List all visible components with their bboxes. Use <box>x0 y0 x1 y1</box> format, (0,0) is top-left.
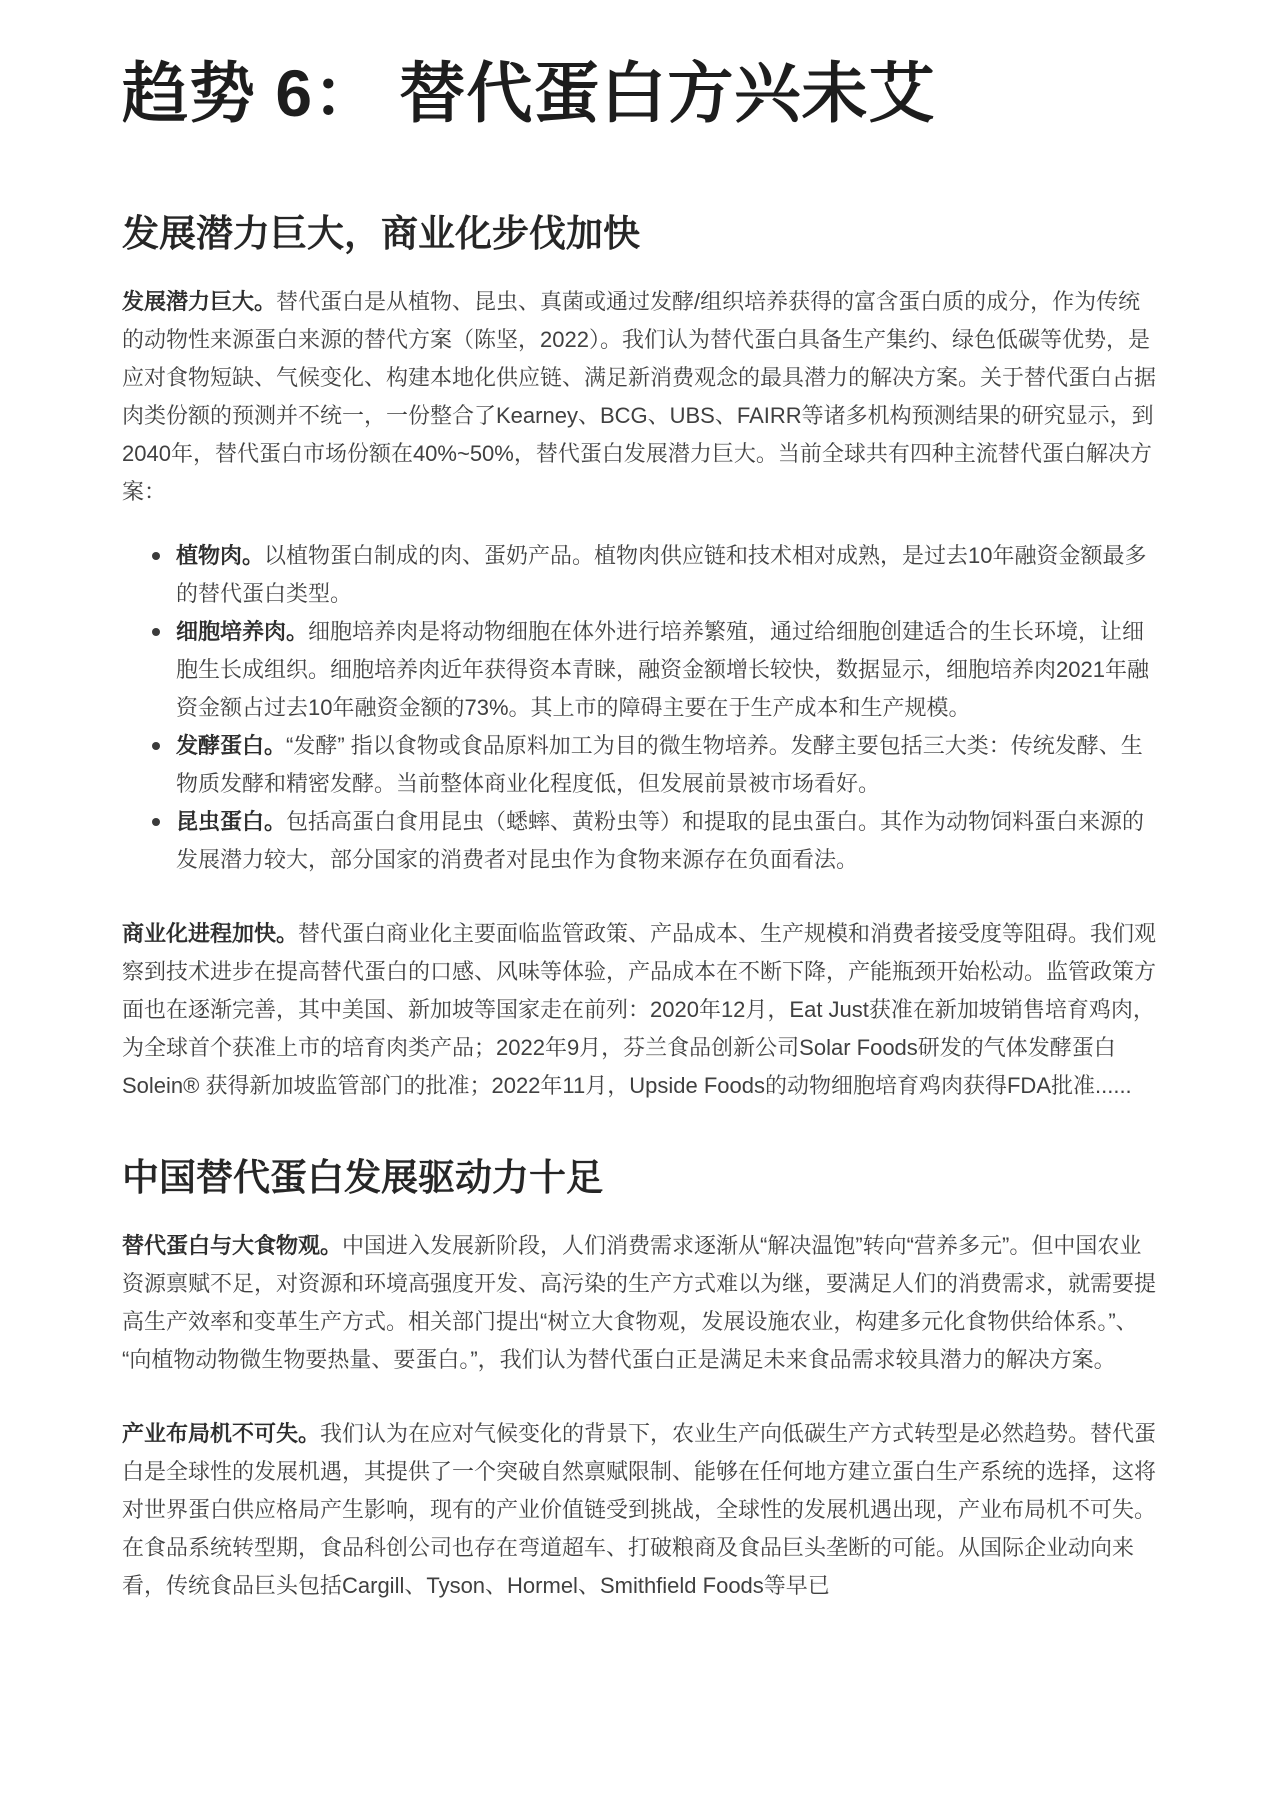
paragraph-lead: 发展潜力巨大。 <box>122 289 277 315</box>
paragraph-text: 我们认为在应对气候变化的背景下，农业生产向低碳生产方式转型是必然趋势。替代蛋白是全球性的发展机遇，其提供了一个突破自然禀赋限制、能够在任何地方建立蛋白生产系统的选择，这将对世界蛋白供应格局产生影响，现有的产业价值链受到挑战，全球性的发展机遇出现，产业布局机不可失。在食品系统转型期，食品科创公司也存在弯道超车、打破粮商及食品巨头垄断的可能。从国际企业动向来看，传统食品巨头包括Cargill、Tyson、Hormel、Smithfield Foods等早已 <box>122 1421 1157 1599</box>
list-item-insect-protein <box>122 803 1158 879</box>
paragraph-commercialization <box>122 915 1158 1105</box>
paragraph-lead: 商业化进程加快。 <box>122 921 299 947</box>
section-1-heading: 发展潜力巨大，商业化步伐加快 <box>122 213 640 255</box>
paragraph-lead: 替代蛋白与大食物观。 <box>122 1233 343 1259</box>
list-item-lead: 发酵蛋白。 <box>176 733 287 759</box>
paragraph-text: 替代蛋白是从植物、昆虫、真菌或通过发酵/组织培养获得的富含蛋白质的成分，作为传统的动物性来源蛋白来源的替代方案（陈坚，2022）。我们认为替代蛋白具备生产集约、绿色低碳等优势，是应对食物短缺、气候变化、构建本地化供应链、满足新消费观念的最具潜力的解决方案。关于替代蛋白占据肉类份额的预测并不统一，一份整合了Kearney、BCG、UBS、FAIRR等诸多机构预测结果的研究显示，到2040年，替代蛋白市场份额在40%~50%，替代蛋白发展潜力巨大。当前全球共有四种主流替代蛋白解决方案： <box>122 289 1157 505</box>
paragraph-text: 中国进入发展新阶段，人们消费需求逐渐从“解决温饱”转向“营养多元”。但中国农业资源禀赋不足，对资源和环境高强度开发、高污染的生产方式难以为继，要满足人们的消费需求，就需要提高生产效率和变革生产方式。相关部门提出“树立大食物观，发展设施农业，构建多元化食物供给体系。”、“向植物动物微生物要热量、要蛋白。”，我们认为替代蛋白正是满足未来食品需求较具潜力的解决方案。 <box>122 1233 1157 1373</box>
list-item-text: 包括高蛋白食用昆虫（蟋蟀、黄粉虫等）和提取的昆虫蛋白。其作为动物饲料蛋白来源的发展潜力较大，部分国家的消费者对昆虫作为食物来源存在负面看法。 <box>176 809 1145 873</box>
list-item-text: 以植物蛋白制成的肉、蛋奶产品。植物肉供应链和技术相对成熟，是过去10年融资金额最多的替代蛋白类型。 <box>176 543 1147 607</box>
list-item-lead: 昆虫蛋白。 <box>176 809 287 835</box>
section-development-potential <box>122 209 1158 1105</box>
list-item-fermented-protein <box>122 727 1158 803</box>
paragraph-food-outlook <box>122 1227 1158 1379</box>
section-2-heading: 中国替代蛋白发展驱动力十足 <box>122 1157 603 1199</box>
list-item-text: 细胞培养肉是将动物细胞在体外进行培养繁殖，通过给细胞创建适合的生长环境，让细胞生长成组织。细胞培养肉近年获得资本青睐，融资金额增长较快，数据显示，细胞培养肉2021年融资金额占过去10年融资金额的73%。其上市的障碍主要在于生产成本和生产规模。 <box>176 619 1149 721</box>
protein-solutions-list <box>122 537 1158 879</box>
page-title: 趋势 6： 替代蛋白方兴未艾 <box>122 56 936 130</box>
list-item-lead: 细胞培养肉。 <box>176 619 309 645</box>
paragraph-industry-layout <box>122 1415 1158 1605</box>
list-item-plant-meat <box>122 537 1158 613</box>
section-china-drivers <box>122 1153 1158 1605</box>
paragraph-text: 替代蛋白商业化主要面临监管政策、产品成本、生产规模和消费者接受度等阻碍。我们观察到技术进步在提高替代蛋白的口感、风味等体验，产品成本在不断下降，产能瓶颈开始松动。监管政策方面也在逐渐完善，其中美国、新加坡等国家走在前列：2020年12月，Eat Just获准在新加坡销售培育鸡肉，为全球首个获准上市的培育肉类产品；2022年9月，芬兰食品创新公司Solar Foods研发的气体发酵蛋白Solein® 获得新加坡监管部门的批准；2022年11月，Upside Foods的动物细胞培育鸡肉获得FDA批准...... <box>122 921 1157 1099</box>
paragraph-lead: 产业布局机不可失。 <box>122 1421 321 1447</box>
list-item-lead: 植物肉。 <box>176 543 265 569</box>
paragraph-development-potential <box>122 283 1158 511</box>
list-item-text: “发酵” 指以食物或食品原料加工为目的微生物培养。发酵主要包括三大类：传统发酵、生物质发酵和精密发酵。当前整体商业化程度低，但发展前景被市场看好。 <box>176 733 1143 797</box>
list-item-cell-cultured-meat <box>122 613 1158 727</box>
